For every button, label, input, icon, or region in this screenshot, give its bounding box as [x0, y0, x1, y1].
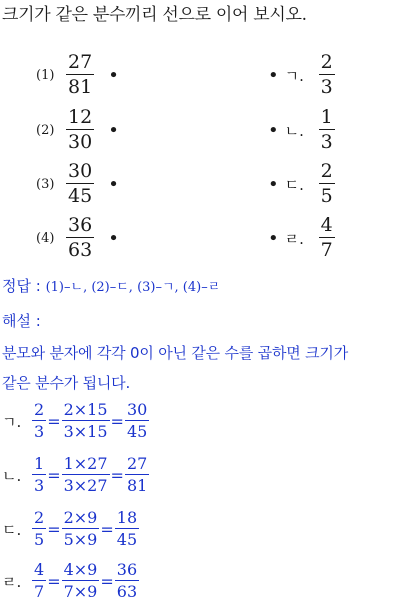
explanation-text-1: 분모와 분자에 각각 0이 아닌 같은 수를 곱하면 크기가	[2, 344, 348, 362]
choice-label: ㄹ.	[284, 229, 304, 248]
equals-sign: =	[47, 519, 61, 539]
choice-label: ㄱ.	[284, 66, 304, 85]
choice-nieun[interactable]	[268, 108, 335, 152]
choice-label: ㄷ.	[284, 175, 304, 194]
equation-fraction: $\frac{30}{45}$	[126, 400, 148, 441]
question-label: (2)	[36, 122, 55, 138]
question-3[interactable]	[36, 162, 119, 206]
equals-sign: =	[47, 465, 61, 485]
answer-value: (1)–ㄴ, (2)–ㄷ, (3)–ㄱ, (4)–ㄹ	[45, 280, 221, 295]
equals-sign: =	[100, 571, 114, 591]
question-fraction: $\frac{36}{63}$	[68, 214, 93, 261]
equals-sign: =	[47, 411, 61, 431]
equation-fraction: $\frac{2}{5}$	[34, 508, 45, 549]
connect-dot[interactable]: •	[108, 64, 119, 86]
question-label: (1)	[36, 67, 55, 83]
connect-dot[interactable]: •	[268, 173, 279, 195]
equation-row-digeut	[2, 510, 139, 548]
equation-fraction: $\frac{4}{7}$	[34, 560, 45, 601]
equals-sign: =	[47, 571, 61, 591]
explanation-text-2: 같은 분수가 됩니다.	[2, 374, 131, 392]
equation-fraction: $\frac{27}{81}$	[126, 454, 148, 495]
choice-label: ㄴ.	[284, 121, 304, 140]
equation-row-giyeok	[2, 402, 149, 440]
equals-sign: =	[110, 465, 124, 485]
equation-fraction: $\frac{2\times 15}{3\times 15}$	[63, 400, 108, 441]
choice-giyeok[interactable]	[268, 53, 335, 97]
equals-sign: =	[110, 411, 124, 431]
question-4[interactable]	[36, 216, 119, 260]
answer-key: 정답 :	[2, 277, 41, 295]
explanation-heading: 해설 :	[2, 312, 41, 330]
equation-fraction: $\frac{1}{3}$	[34, 454, 45, 495]
connect-dot[interactable]: •	[268, 227, 279, 249]
choice-fraction: $\frac{1}{3}$	[320, 106, 333, 153]
equation-fraction: $\frac{18}{45}$	[116, 508, 138, 549]
equation-fraction: $\frac{36}{63}$	[116, 560, 138, 601]
equation-row-nieun	[2, 456, 149, 494]
choice-fraction: $\frac{2}{3}$	[320, 51, 333, 98]
question-fraction: $\frac{30}{45}$	[68, 160, 93, 207]
equation-fraction: $\frac{2}{3}$	[34, 400, 45, 441]
equation-label: ㄹ.	[2, 572, 22, 591]
equation-label: ㄴ.	[2, 466, 22, 485]
question-1[interactable]	[36, 53, 119, 97]
connect-dot[interactable]: •	[268, 64, 279, 86]
connect-dot[interactable]: •	[108, 227, 119, 249]
question-fraction: $\frac{27}{81}$	[68, 51, 93, 98]
equation-fraction: $\frac{2\times 9}{5\times 9}$	[63, 508, 98, 549]
question-fraction: $\frac{12}{30}$	[68, 106, 93, 153]
equals-sign: =	[100, 519, 114, 539]
connect-dot[interactable]: •	[108, 173, 119, 195]
equation-fraction: $\frac{1\times 27}{3\times 27}$	[63, 454, 108, 495]
connect-dot[interactable]: •	[268, 119, 279, 141]
choice-fraction: $\frac{2}{5}$	[320, 160, 333, 207]
question-2[interactable]	[36, 108, 119, 152]
equation-fraction: $\frac{4\times 9}{7\times 9}$	[63, 560, 98, 601]
choice-fraction: $\frac{4}{7}$	[320, 214, 333, 261]
choice-rieul[interactable]	[268, 216, 335, 260]
equation-row-rieul	[2, 562, 139, 600]
equation-label: ㄷ.	[2, 520, 22, 539]
question-label: (3)	[36, 176, 55, 192]
problem-title: 크기가 같은 분수끼리 선으로 이어 보시오.	[2, 5, 307, 25]
equation-label: ㄱ.	[2, 412, 22, 431]
connect-dot[interactable]: •	[108, 119, 119, 141]
answer-line	[2, 275, 220, 296]
choice-digeut[interactable]	[268, 162, 335, 206]
question-label: (4)	[36, 230, 55, 246]
